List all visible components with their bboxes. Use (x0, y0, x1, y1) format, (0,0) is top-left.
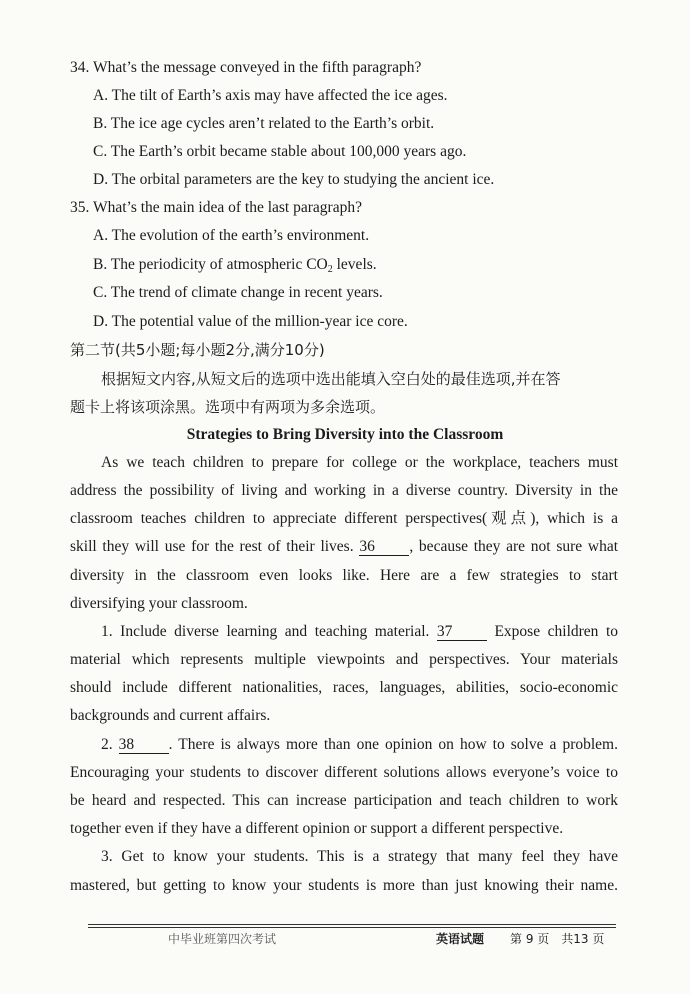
p3-line-1-before: 2. (101, 736, 113, 753)
footer-exam-name: 中毕业班第四次考试 (168, 932, 277, 946)
section-header: 第二节(共5小题;每小题2分,满分10分) (70, 341, 325, 359)
question-35-option-a: A. The evolution of the earth’s environment. (93, 227, 370, 244)
question-34-option-a: A. The tilt of Earth’s axis may have affected the ice ages. (93, 87, 448, 104)
passage-p1-line-1: As we teach children to prepare for college or the workplace, teachers must (101, 454, 618, 471)
p2-line-1-before: 1. Include diverse learning and teaching material. (101, 623, 430, 640)
passage-p4-line-1: 3. Get to know your students. This is a strategy that many feel they have (101, 848, 618, 865)
question-34-stem: 34. What’s the message conveyed in the fifth paragraph? (70, 59, 422, 76)
blank-36: 36 (359, 539, 409, 556)
passage-p1-line-3: classroom teaches children to appreciate different perspectives(观点), which is a (70, 510, 618, 527)
passage-p1-line-4 (70, 537, 618, 557)
question-35-option-b (93, 255, 377, 275)
passage-p2-line-2: material which represents multiple viewpoints and perspectives. Your materials (70, 651, 618, 668)
blank-37: 37 (437, 624, 487, 641)
blank-38: 38 (119, 737, 169, 754)
passage-p3-line-1 (101, 735, 618, 755)
section-instruction-1: 根据短文内容,从短文后的选项中选出能填入空白处的最佳选项,并在答 (101, 370, 561, 388)
passage-p3-line-4: together even if they have a different opinion or support a different perspective. (70, 820, 564, 837)
footer-page-number: 第 9 页 共13 页 (510, 932, 605, 946)
section-instruction-2: 题卡上将该项涂黑。选项中有两项为多余选项。 (70, 398, 386, 416)
p2-line-1-after: Expose children to (494, 623, 619, 640)
question-35-option-c: C. The trend of climate change in recent years. (93, 284, 383, 301)
p3-line-1-after: . There is always more than one opinion on how to solve a problem. (168, 736, 618, 753)
passage-p2-line-3: should include different nationalities, races, languages, abilities, socio-economic (70, 679, 618, 696)
passage-p1-line-2: address the possibility of living and working in a diverse country. Diversity in the (70, 482, 618, 499)
passage-title: Strategies to Bring Diversity into the Classroom (186, 426, 504, 443)
passage-p4-line-2: mastered, but getting to know your students is more than just knowing their name. (70, 877, 618, 894)
footer-rule (88, 924, 616, 925)
footer-rule-double (88, 927, 616, 928)
passage-p1-line-5: diversity in the classroom even looks like. Here are a few strategies to start (70, 567, 618, 584)
co2-subscript: 2 (327, 264, 333, 275)
question-34-option-d: D. The orbital parameters are the key to studying the ancient ice. (93, 171, 495, 188)
p1-line-4-before: skill they will use for the rest of their lives. (70, 538, 354, 555)
option-b-tail: levels. (332, 256, 377, 273)
question-35-option-d: D. The potential value of the million-year ice core. (93, 313, 408, 330)
passage-p1-line-6: diversifying your classroom. (70, 595, 248, 612)
question-34-option-b: B. The ice age cycles aren’t related to the Earth’s orbit. (93, 115, 435, 132)
question-34-option-c: C. The Earth’s orbit became stable about 100,000 years ago. (93, 143, 467, 160)
passage-p3-line-3: be heard and respected. This can increase participation and teach children to work (70, 792, 618, 809)
footer-subject: 英语试题 (436, 932, 485, 946)
question-35-stem: 35. What’s the main idea of the last paragraph? (70, 199, 362, 216)
passage-p3-line-2: Encouraging your students to discover different solutions allows everyone’s voice to (70, 764, 618, 781)
passage-p2-line-4: backgrounds and current affairs. (70, 707, 271, 724)
option-b-text: B. The periodicity of atmospheric CO (93, 256, 328, 273)
passage-p2-line-1 (101, 622, 618, 642)
p1-line-4-after: , because they are not sure what (409, 538, 619, 555)
